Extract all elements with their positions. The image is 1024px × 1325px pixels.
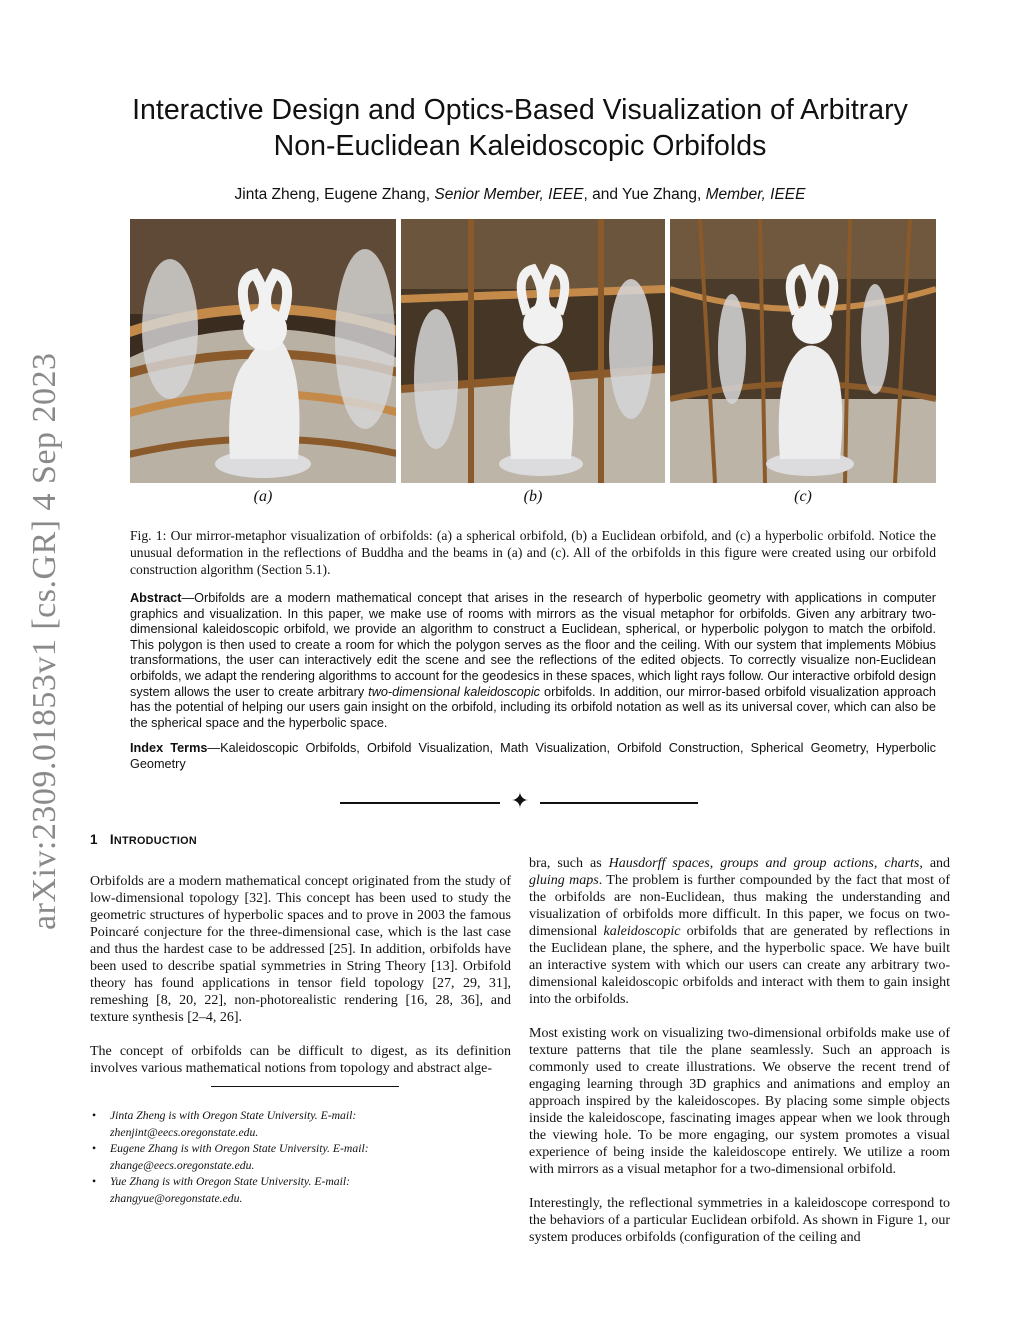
rp1-emph-groups: groups and group actions xyxy=(720,856,874,871)
figure-panel-a-spherical-orbifold xyxy=(130,219,396,483)
author-role-2: Member, IEEE xyxy=(705,186,806,203)
footnote-bullet: • xyxy=(92,1175,97,1188)
panel-a-image xyxy=(130,219,396,483)
left-column xyxy=(90,873,511,1094)
footnote-bullet: • xyxy=(92,1109,97,1122)
title-line-1: Interactive Design and Optics-Based Visualization of Arbitrary xyxy=(132,94,908,126)
section-title-rest: NTRODUCTION xyxy=(113,835,197,847)
arxiv-identifier-stamp: arXiv:2309.01853v1 [cs.GR] 4 Sep 2023 xyxy=(26,352,63,930)
section-first-letter: I xyxy=(109,832,114,847)
right-column xyxy=(529,855,950,1263)
left-paragraph-1: Orbifolds are a modern mathematical concept originated from the study of low-dimensional topology [32]. This concept has been used to study the geometric structures of hyperbolic spaces and to prove in 2003 the famous Poincaré conjecture for the three-dimensional case, which is the last case and thus the hardest case to be addressed [25]. In addition, orbifolds have been used to describe spatial symmetries in String Theory [13]. Orbifold theory has found applications in tensor field topology [27, 29, 31], remeshing [8, 20, 22], non-photorealistic rendering [16, 28, 36], and texture synthesis [2–4, 26]. xyxy=(90,874,511,1025)
rp1-text-c: , xyxy=(873,856,885,871)
rp1-emph-hausdorff: Hausdorff spaces xyxy=(608,856,710,871)
abstract-text-2: orbifolds. In addition, our mirror-based orbifold visualization approach has the potential of helping our users gain insight on the orbifold, including its orbifold notation as well as its universal cover, which can also be the spherical space and the hyperbolic space. xyxy=(130,684,936,730)
panel-b-reflection-left xyxy=(414,309,458,449)
figure-label-b: (b) xyxy=(523,488,543,505)
left-paragraph-2: The concept of orbifolds can be difficult to digest, as its definition involves various mathematical notions from topology and abstract alge- xyxy=(90,1044,511,1076)
panel-a-reflection-right xyxy=(335,249,395,429)
divider-line-left xyxy=(340,802,500,804)
footnote-item xyxy=(92,1141,502,1174)
footnote-email: zhangyue@oregonstate.edu. xyxy=(110,1191,243,1205)
figure-label-c: (c) xyxy=(794,488,812,505)
footnote-bullet: • xyxy=(92,1142,97,1155)
abstract-text-1: —Orbifolds are a modern mathematical concept that arises in the research of hyperbolic geometry with applications in computer graphics and visualization. In this paper, we make use of rooms with mirrors as the visual metaphor for orbifolds. Given any arbitrary two-dimensional kaleidoscopic orbifold, we provide an algorithm to construct a Euclidean, spherical, or hyperbolic polygon to match the orbifold. This polygon is then used to create a room for which the polygon serves as the floor and the ceiling. With our system that implements Möbius transformations, the user can interactively edit the scene and see the reflections of the edited objects. To correctly visualize non-Euclidean orbifolds, we adapt the rendering algorithms to account for the geodesics in these spaces, which light rays follow. Our interactive orbifold design system allows the user to create arbitrary xyxy=(130,591,936,699)
paper-title xyxy=(110,92,930,164)
footnote-line-1: Yue Zhang is with Oregon State University. E-mail: xyxy=(110,1175,351,1188)
figure-panel-c-hyperbolic-orbifold xyxy=(670,219,936,483)
rp1-emph-gluing-maps: gluing maps xyxy=(529,873,599,888)
author-role-1: Senior Member, IEEE xyxy=(434,186,584,203)
footnote-rule xyxy=(211,1086,399,1087)
rp1-text-f: . The problem is further compounded by the fact that most of the orbifolds are non-Euclidean, thus making the understanding and visualization of orbifolds more difficult. In this paper, we focus on two-dimensional xyxy=(529,873,950,939)
panel-b-image xyxy=(401,219,665,483)
section-divider xyxy=(340,788,700,815)
author-list xyxy=(110,186,930,204)
index-terms xyxy=(130,741,936,772)
rp1-text-d: , and xyxy=(919,856,951,871)
panel-c-reflection-right xyxy=(861,284,889,394)
panel-c-reflection-left xyxy=(718,294,746,404)
panel-b-reflection-right xyxy=(609,279,653,419)
rp1-emph-charts: charts xyxy=(884,856,920,871)
authors-part-1: Jinta Zheng, Eugene Zhang, xyxy=(234,186,435,203)
divider-line-right xyxy=(540,802,698,804)
right-paragraph-1 xyxy=(529,855,950,1008)
right-paragraph-3: Interestingly, the reflectional symmetries in a kaleidoscope correspond to the behaviors of a particular Euclidean orbifold. As shown in Figure 1, our system produces orbifolds (configuration of the ceiling and xyxy=(529,1196,950,1245)
section-heading-introduction xyxy=(90,832,197,847)
figure-caption: Fig. 1: Our mirror-metaphor visualization of orbifolds: (a) a spherical orbifold, (b) a Euclidean orbifold, and (c) a hyperbolic orbifold. Notice the unusual deformation in the reflections of Buddha and the beams in (a) and (c). All of the orbifolds in this figure were created using our orbifold construction algorithm (Section 5.1). xyxy=(130,528,936,577)
footnote-line-1: Jinta Zheng is with Oregon State University. E-mail: xyxy=(110,1109,357,1122)
title-line-2: Non-Euclidean Kaleidoscopic Orbifolds xyxy=(273,130,767,162)
footnote-line-1: Eugene Zhang is with Oregon State University. E-mail: xyxy=(110,1142,369,1155)
rp1-text-g: orbifolds that are generated by reflections in the Euclidean plane, the sphere, and the hyperbolic space. We have built an interactive system with which our users can create any arbitrary two-dimensional kaleidoscopic orbifolds and interact with them to gain insight into the orbifolds. xyxy=(529,924,951,1007)
footnote-email: zhenjint@eecs.oregonstate.edu. xyxy=(110,1125,259,1139)
authors-part-2: , and Yue Zhang, xyxy=(583,186,706,203)
right-paragraph-2: Most existing work on visualizing two-dimensional orbifolds make use of texture patterns that tile the plane seamlessly. Such an approach is commonly used to create illustrations. We observe the recent trend of engaging learning through 3D graphics and animations and employ an approach inspired by the kaleidoscopes. By placing some simple objects inside the kaleidoscope, fascinating images appear when we look through the viewing hole. To be more engaging, our system promotes a visual experience of being inside the kaleidoscope entirely. We utilize a room with mirrors as a visual metaphor for a two-dimensional orbifold. xyxy=(529,1026,950,1177)
rp1-emph-kaleidoscopic: kaleidoscopic xyxy=(603,924,681,939)
author-footnotes xyxy=(92,1108,502,1207)
abstract-label: Abstract xyxy=(130,591,182,605)
figure-label-a: (a) xyxy=(253,488,273,505)
abstract-emphasis: two-dimensional kaleidoscopic xyxy=(368,684,541,699)
divider-star-icon: ✦ xyxy=(510,788,530,813)
index-terms-label: Index Terms xyxy=(130,741,208,755)
footnote-email: zhange@eecs.oregonstate.edu. xyxy=(110,1158,255,1172)
panel-a-reflection-left xyxy=(142,259,198,399)
footnote-item xyxy=(92,1174,502,1207)
panel-c-image xyxy=(670,219,936,483)
abstract xyxy=(130,591,936,731)
figure-panel-b-euclidean-orbifold xyxy=(401,219,665,483)
index-terms-text: —Kaleidoscopic Orbifolds, Orbifold Visualization, Math Visualization, Orbifold Construction, Spherical Geometry, Hyperbolic Geometry xyxy=(130,741,936,771)
footnote-item xyxy=(92,1108,502,1141)
rp1-text-a: bra, such as xyxy=(529,856,609,871)
rp1-text-b: , xyxy=(709,856,721,871)
section-number: 1 xyxy=(90,832,98,847)
